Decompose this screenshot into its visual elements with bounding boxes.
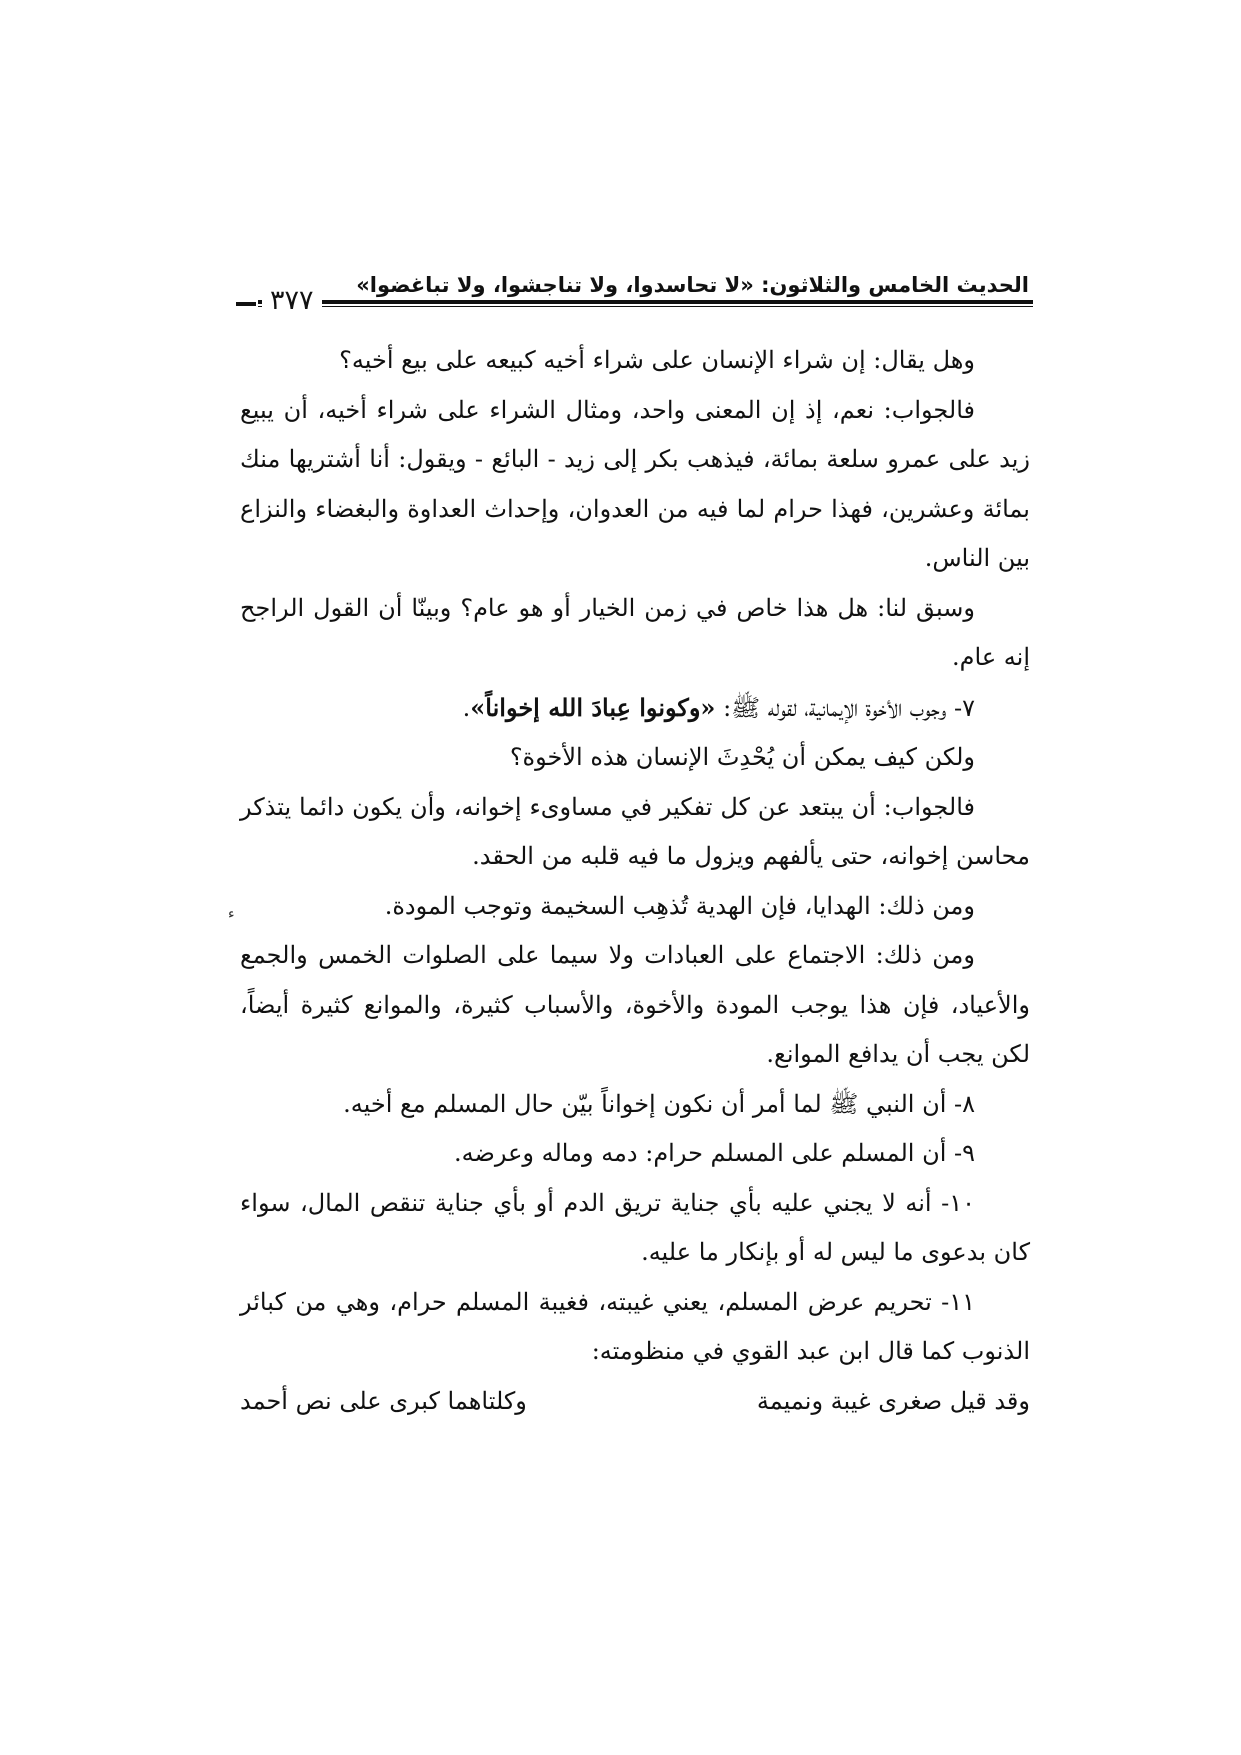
paragraph: فالجواب: أن يبتعد عن كل تفكير في مساوىء إخوانه، وأن يكون دائما يتذكر محاسن إخوانه، حتى يألفهم ويزول ما فيه قلبه من الحقد. (240, 792, 1030, 870)
header-rule (258, 300, 1033, 307)
paragraph: ولكن كيف يمكن أن يُحْدِثَ الإنسان هذه الأخوة؟ (509, 743, 975, 771)
paragraph: وهل يقال: إن شراء الإنسان على شراء أخيه كبيعه على بيع أخيه؟ (339, 346, 975, 374)
margin-mark: ء (228, 906, 235, 922)
page-number: ٣٧٧ (262, 286, 322, 316)
verse-first-hemistich: وقد قيل صغرى غيبة ونميمة (756, 1386, 1030, 1415)
list-item-11: ١١- تحريم عرض المسلم، يعني غيبته، فغيبة المسلم حرام، وهي من كبائر الذنوب كما قال ابن عبد القوي في منظومته: (240, 1287, 1030, 1365)
header-rule-end (236, 302, 256, 306)
paragraph: ومن ذلك: الاجتماع على العبادات ولا سيما على الصلوات الخمس والجمع والأعياد، فإن هذا يوجب المودة والأخوة، والأسباب كثيرة، والموانع كثيرة أيضاً، لكن يجب أن يدافع الموانع. (240, 941, 1030, 1068)
list-item-9: ٩- أن المسلم على المسلم حرام: دمه وماله وعرضه. (453, 1139, 975, 1167)
paragraph: ومن ذلك: الهدايا، فإن الهدية تُذهِب السخيمة وتوجب المودة. (384, 891, 975, 920)
hadith-quote: «وكونوا عِبادَ الله إخواناً» (470, 692, 716, 722)
list-item-7-suffix: . (462, 693, 471, 722)
list-item-7-prefix: ٧- وجوب الأخوة الإيمانية، لقوله ﷺ: (715, 693, 975, 722)
list-item-8: ٨- أن النبي ﷺ لما أمر أن نكون إخواناً بيّن حال المسلم مع أخيه. (343, 1089, 975, 1118)
list-item-7 (240, 683, 1030, 734)
running-header-title: الحديث الخامس والثلاثون: «لا تحاسدوا، ولا تناجشوا، ولا تباغضوا» (356, 273, 1029, 297)
verse-second-hemistich: وكلتاهما كبرى على نص أحمد (240, 1386, 527, 1415)
body-text (240, 336, 1030, 1426)
list-item-10: ١٠- أنه لا يجني عليه بأي جناية تريق الدم أو بأي جناية تنقص المال، سواء كان بدعوى ما ليس له أو بإنكار ما عليه. (240, 1188, 1030, 1266)
poetry-verse (240, 1377, 1030, 1427)
paragraph: وسبق لنا: هل هذا خاص في زمن الخيار أو هو عام؟ وبينّا أن القول الراجح إنه عام. (240, 593, 1030, 671)
paragraph: فالجواب: نعم، إذ إن المعنى واحد، ومثال الشراء على شراء أخيه، أن يبيع زيد على عمرو سلعة بمائة، فيذهب بكر إلى زيد - البائع - ويقول: أنا أشتريها منك بمائة وعشرين، فهذا حرام لما فيه من العدوان، وإحداث العداوة والبغضاء والنزاع بين الناس. (240, 395, 1030, 572)
